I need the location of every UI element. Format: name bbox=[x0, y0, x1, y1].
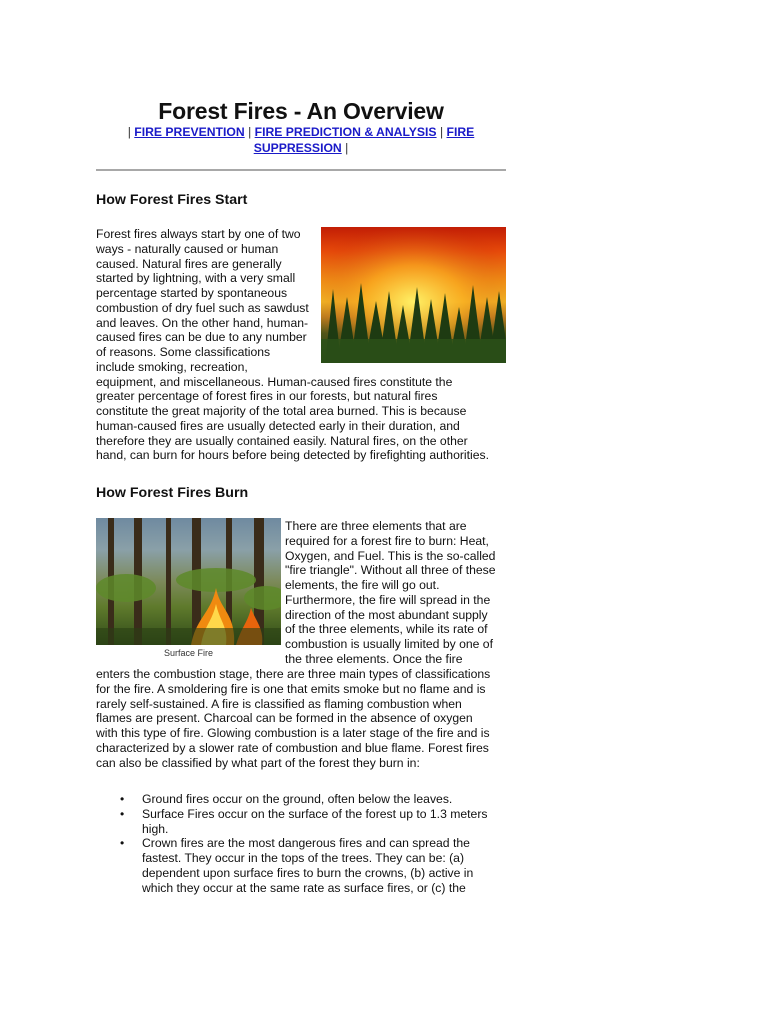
section-heading-burn: How Forest Fires Burn bbox=[96, 485, 249, 501]
nav-separator: | bbox=[127, 125, 131, 139]
section-heading-start: How Forest Fires Start bbox=[96, 192, 248, 208]
text-line: ways - naturally caused or human bbox=[96, 241, 279, 256]
text-line: for the fire. A smoldering fire is one that emits smoke but no flame and is bbox=[96, 681, 486, 696]
text-line: Ground fires occur on the ground, often below the leaves. bbox=[142, 792, 453, 806]
text-line: therefore they are usually contained easily. Natural fires, on the other bbox=[96, 433, 468, 448]
surface-fire-illustration bbox=[96, 518, 281, 645]
text-line: characterized by a slower rate of combustion and blue flame. Forest fires bbox=[96, 740, 489, 755]
list-item bbox=[96, 807, 506, 837]
section2-paragraph-right bbox=[285, 519, 507, 667]
section1-paragraph bbox=[96, 227, 506, 463]
text-line: enters the combustion stage, there are three main types of classifications bbox=[96, 667, 491, 681]
section2-paragraph-full bbox=[96, 667, 506, 770]
text-line: started by lightning, with a very small bbox=[96, 271, 296, 286]
surface-fire-image bbox=[96, 518, 281, 645]
text-line: hand, can burn for hours before being detected by firefighting authorities. bbox=[96, 448, 489, 463]
text-line: rarely self-sustained. A fire is classified as flaming combustion when bbox=[96, 696, 462, 711]
nav-separator: | bbox=[248, 125, 252, 139]
text-line: Crown fires are the most dangerous fires and can spread the bbox=[142, 836, 470, 851]
section-nav bbox=[96, 125, 506, 156]
text-line: combustion is usually limited by one of bbox=[285, 637, 493, 651]
text-line: fastest. They occur in the tops of the trees. They can be: (a) bbox=[142, 851, 465, 865]
text-line: the three elements. Once the fire bbox=[285, 651, 463, 666]
bullet-icon: • bbox=[120, 792, 125, 806]
text-line: Forest fires always start by one of two bbox=[96, 227, 301, 241]
fire-type-list bbox=[96, 792, 506, 895]
text-line: caused fires can be due to any number bbox=[96, 330, 307, 345]
bullet-icon: • bbox=[120, 806, 125, 821]
text-line: high. bbox=[142, 821, 169, 836]
link-fire-prevention[interactable]: FIRE PREVENTION bbox=[134, 125, 245, 139]
text-line: equipment, and miscellaneous. Human-caused fires constitute the bbox=[96, 374, 453, 389]
bullet-icon: • bbox=[120, 836, 125, 851]
page-title: Forest Fires - An Overview bbox=[158, 98, 444, 124]
text-line: Surface Fires occur on the surface of the forest up to 1.3 meters bbox=[142, 806, 488, 821]
text-line: caused. Natural fires are generally bbox=[96, 256, 282, 271]
text-line: include smoking, recreation, bbox=[96, 359, 248, 374]
horizontal-divider bbox=[96, 169, 506, 171]
nav-separator: | bbox=[345, 140, 349, 155]
text-line: There are three elements that are bbox=[285, 519, 467, 533]
text-line: Oxygen, and Fuel. This is the so-called bbox=[285, 548, 496, 563]
text-line: elements, the fire will go out. bbox=[285, 578, 440, 592]
text-line: human-caused fires are usually detected early in their duration, and bbox=[96, 418, 460, 433]
link-fire-suppression-part2[interactable]: SUPPRESSION bbox=[253, 140, 342, 155]
text-line: percentage started by spontaneous bbox=[96, 286, 288, 300]
link-fire-prediction[interactable]: FIRE PREDICTION & ANALYSIS bbox=[254, 125, 437, 139]
text-line: Furthermore, the fire will spread in the bbox=[285, 592, 491, 607]
text-line: direction of the most abundant supply bbox=[285, 607, 488, 622]
text-line: of reasons. Some classifications bbox=[96, 345, 271, 359]
text-line: can also be classified by what part of the forest they burn in: bbox=[96, 755, 420, 770]
list-item bbox=[96, 792, 506, 807]
nav-separator: | bbox=[439, 125, 444, 139]
link-fire-suppression-part1[interactable]: FIRE bbox=[446, 125, 475, 139]
image-caption: Surface Fire bbox=[96, 645, 281, 667]
text-line: flames are present. Charcoal can be formed in the absence of oxygen bbox=[96, 711, 473, 726]
text-line: greater percentage of forest fires in our forests, but natural fires bbox=[96, 389, 438, 404]
text-line: and leaves. On the other hand, human- bbox=[96, 315, 309, 330]
text-line: constitute the great majority of the total area burned. This is because bbox=[96, 404, 467, 418]
text-line: with this type of fire. Glowing combustion is a later stage of the fire and is bbox=[96, 726, 490, 740]
text-line: "fire triangle". Without all three of these bbox=[285, 563, 496, 578]
text-line: of the three elements, while its rate of bbox=[285, 622, 488, 637]
text-line: dependent upon surface fires to burn the crowns, (b) active in bbox=[142, 865, 474, 880]
list-item bbox=[96, 836, 506, 895]
text-line: which they occur at the same rate as surface fires, or (c) the bbox=[142, 880, 466, 895]
text-line: required for a forest fire to burn: Heat, bbox=[285, 533, 489, 548]
text-line: combustion of dry fuel such as sawdust bbox=[96, 300, 309, 315]
